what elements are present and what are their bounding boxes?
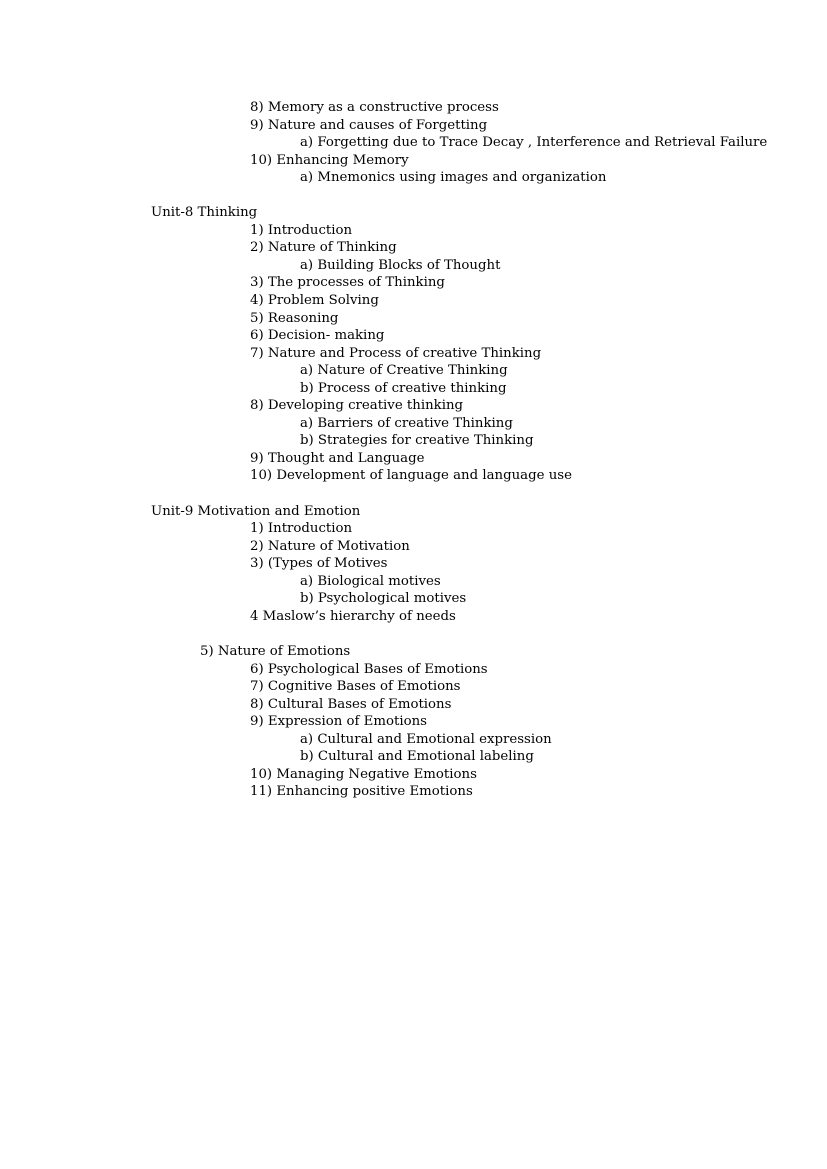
blank-line (0, 187, 827, 205)
outline-item: 3) The processes of Thinking (250, 275, 445, 291)
outline-item: 4) Problem Solving (250, 293, 379, 309)
outline-item: 8) Memory as a constructive process (250, 100, 499, 115)
blank-line (0, 485, 827, 503)
outline-subitem: a) Mnemonics using images and organization (300, 170, 607, 186)
outline-item: 11) Enhancing positive Emotions (250, 784, 473, 800)
outline-item: 9) Nature and causes of Forgetting (250, 117, 488, 133)
outline-item: 8) Cultural Bases of Emotions (250, 696, 452, 712)
outline-item: 10) Development of language and language use (250, 468, 572, 484)
outline-subitem: a) Biological motives (300, 573, 441, 589)
outline-subitem: a) Nature of Creative Thinking (300, 363, 508, 379)
outline-subitem: a) Building Blocks of Thought (300, 257, 501, 273)
outline-item: 7) Nature and Process of creative Thinking (250, 345, 542, 361)
outline-item: 6) Decision- making (250, 328, 385, 344)
outline-item: 1) Introduction (250, 222, 353, 238)
outline-subitem: a) Cultural and Emotional expression (300, 731, 552, 747)
outline-subitem: a) Forgetting due to Trace Decay , Interference and Retrieval Failure (300, 135, 768, 151)
outline-item: 5) Nature of Emotions (200, 643, 351, 659)
outline-item: 7) Cognitive Bases of Emotions (250, 679, 461, 695)
unit-heading: Unit-9 Motivation and Emotion (151, 503, 361, 519)
outline-subitem: b) Cultural and Emotional labeling (300, 749, 534, 765)
outline-item: 3) (Types of Motives (250, 556, 388, 572)
outline-item: 9) Expression of Emotions (250, 714, 427, 730)
outline-subitem: b) Strategies for creative Thinking (300, 433, 534, 449)
unit-heading: Unit-8 Thinking (151, 205, 258, 221)
outline-item: 4 Maslow’s hierarchy of needs (250, 608, 456, 624)
blank-line (0, 625, 827, 643)
outline-item: 1) Introduction (250, 521, 353, 537)
outline-item: 10) Enhancing Memory (250, 152, 409, 168)
outline-item: 2) Nature of Thinking (250, 240, 397, 256)
outline-subitem: b) Process of creative thinking (300, 380, 507, 396)
outline-item: 6) Psychological Bases of Emotions (250, 661, 488, 677)
outline-subitem: a) Barriers of creative Thinking (300, 415, 513, 431)
outline-item: 8) Developing creative thinking (250, 398, 464, 414)
outline-subitem: b) Psychological motives (300, 591, 467, 607)
outline-item: 10) Managing Negative Emotions (250, 766, 477, 782)
outline-item: 2) Nature of Motivation (250, 538, 410, 554)
syllabus-outline (0, 99, 827, 801)
outline-item: 5) Reasoning (250, 310, 339, 326)
outline-item: 9) Thought and Language (250, 450, 425, 466)
